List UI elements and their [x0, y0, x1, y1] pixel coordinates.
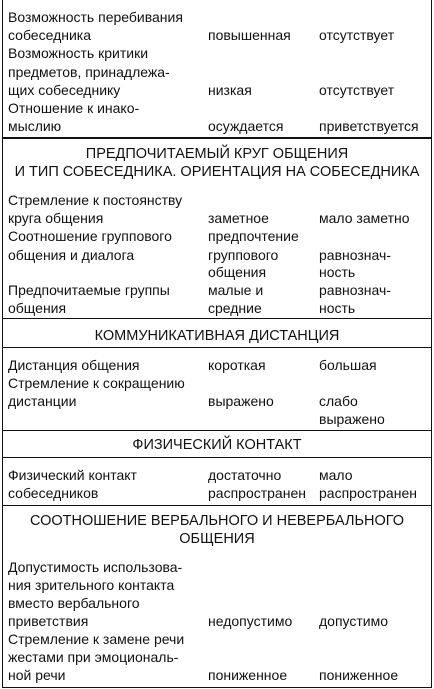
section-divider — [3, 318, 431, 319]
row-col2-value: выражено — [208, 393, 274, 409]
row-col3-value: равнознач- — [319, 247, 391, 263]
section-title-line: ПРЕДПОЧИТАЕМЫЙ КРУГ ОБЩЕНИЯ — [85, 146, 349, 162]
row-label-line: собеседников — [8, 485, 99, 501]
row-label-line: предметов, принадлежа- — [8, 64, 170, 80]
row-label-line: Возможность критики — [8, 45, 149, 61]
row-label-line: общения и диалога — [8, 247, 135, 263]
row-col3-value: мало заметно — [319, 210, 410, 226]
row-label-line: Стремление к замене речи — [8, 631, 185, 647]
row-label-line: Стремление к сокращению — [8, 375, 185, 391]
section-divider — [3, 347, 431, 348]
row-label-line: Стремление к постоянству — [8, 192, 183, 208]
row-col3-value: слабо — [319, 393, 358, 409]
section-title-line: КОММУНИКАТИВНАЯ ДИСТАНЦИЯ — [94, 328, 340, 344]
row-col2-value: низкая — [208, 82, 252, 98]
row-col2-value: предпочтение — [208, 228, 299, 244]
comparison-table — [2, 0, 432, 688]
section-divider — [3, 457, 431, 458]
row-col2-value: недопустимо — [208, 613, 293, 629]
row-col2-value: малые и — [208, 282, 264, 298]
section-divider — [3, 505, 431, 506]
row-col3-value: допустимо — [319, 613, 389, 629]
row-label-line: ной речи — [8, 667, 66, 683]
row-label-line: Соотношение группового — [8, 228, 172, 244]
section-title-line: СООТНОШЕНИЕ ВЕРБАЛЬНОГО И НЕВЕРБАЛЬНОГО — [29, 513, 405, 529]
row-col3-value: приветствуется — [319, 118, 419, 134]
row-label-line: общения — [8, 300, 67, 316]
row-col2-value: повышенная — [208, 27, 291, 43]
row-label-line: жестами при эмоциональ- — [8, 649, 179, 665]
row-label-line: Дистанция общения — [8, 357, 140, 373]
row-col2-value: осуждается — [208, 118, 284, 134]
row-col2-value: пониженное — [208, 667, 288, 683]
row-col3-value: ность — [319, 300, 356, 316]
row-col2-value: распространен — [208, 485, 306, 501]
row-col3-value: мало — [319, 467, 353, 483]
row-label-line: собеседника — [8, 27, 92, 43]
section-divider — [3, 137, 431, 139]
row-label-line: вместо вербального — [8, 595, 140, 611]
row-label-line: дистанции — [8, 393, 77, 409]
row-col2-value: группового — [208, 247, 279, 263]
row-col3-value: ность — [319, 264, 356, 280]
row-label-line: Возможность перебивания — [8, 9, 183, 25]
row-label-line: Физический контакт — [8, 467, 137, 483]
row-label-line: приветствия — [8, 613, 89, 629]
section-title-line: И ТИП СОБЕСЕДНИКА. ОРИЕНТАЦИЯ НА СОБЕСЕДНИКА — [14, 164, 420, 180]
row-col2-value: короткая — [208, 357, 266, 373]
row-col3-value: отсутствует — [319, 27, 395, 43]
row-col3-value: распространен — [319, 485, 417, 501]
row-col3-value: большая — [319, 357, 377, 373]
row-col3-value: отсутствует — [319, 82, 395, 98]
section-title-line: ФИЗИЧЕСКИЙ КОНТАКТ — [132, 437, 302, 453]
row-col3-value: равнознач- — [319, 282, 391, 298]
section-title-line: ОБЩЕНИЯ — [179, 531, 255, 547]
row-label-line: ния зрительного контакта — [8, 577, 175, 593]
row-col2-value: заметное — [208, 210, 269, 226]
row-label-line: круга общения — [8, 210, 104, 226]
row-label-line: Допустимость использова- — [8, 559, 183, 575]
row-label-line: мыслию — [8, 118, 62, 134]
row-col2-value: общения — [208, 264, 267, 280]
section-divider — [3, 430, 431, 431]
row-col2-value: средние — [208, 300, 262, 316]
row-label-line: Предпочитаемые группы — [8, 282, 170, 298]
row-col2-value: достаточно — [208, 467, 282, 483]
row-label-line: щих собеседнику — [8, 82, 121, 98]
row-col3-value: пониженное — [319, 667, 399, 683]
row-label-line: Отношение к инако- — [8, 100, 140, 116]
row-col3-value: выражено — [319, 411, 385, 427]
